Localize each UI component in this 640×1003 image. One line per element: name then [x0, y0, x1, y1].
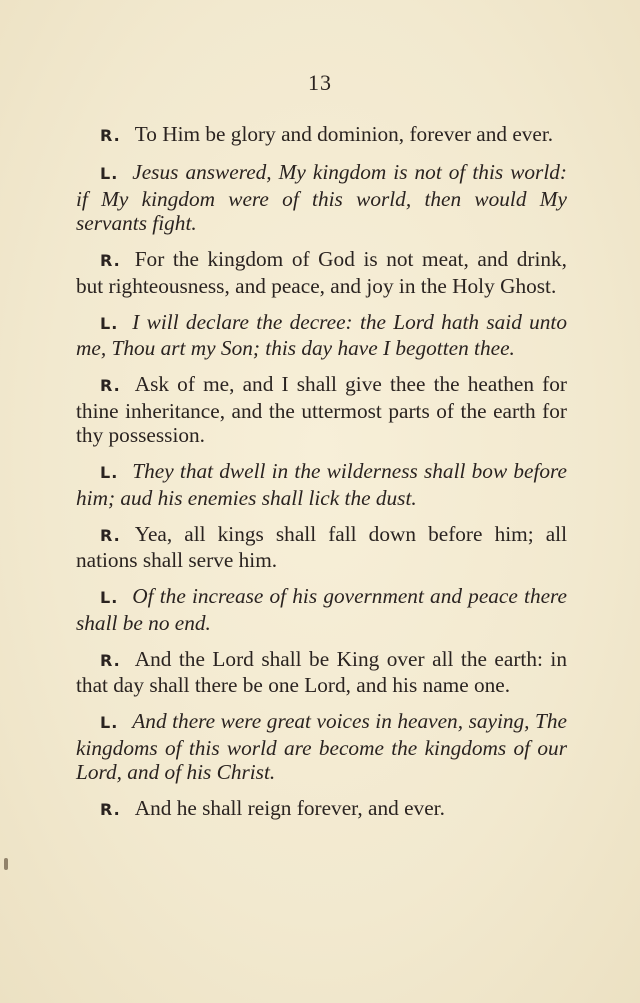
- verse-text: And the Lord shall be King over all the earth: in that day shall there be one Lord, and his name one.: [76, 646, 567, 697]
- verse-7: [76, 522, 567, 573]
- speaker-label: L.: [100, 164, 119, 183]
- speaker-label: R.: [100, 126, 121, 145]
- verse-11: [76, 796, 567, 823]
- page-number: 13: [308, 70, 332, 95]
- verse-8: [76, 584, 567, 635]
- responsive-reading: [76, 122, 567, 834]
- speaker-label: R.: [100, 800, 121, 819]
- speaker-label: L.: [100, 463, 119, 482]
- speaker-label: R.: [100, 251, 121, 270]
- speaker-label: R.: [100, 376, 121, 395]
- verse-text: They that dwell in the wilderness shall bow before him; aud his enemies shall lick the dust.: [76, 459, 567, 510]
- speaker-label: R.: [100, 525, 121, 545]
- verse-text: And he shall reign forever, and ever.: [134, 796, 445, 820]
- verse-3: [76, 247, 567, 298]
- verse-5: [76, 372, 567, 448]
- verse-1: [76, 122, 567, 149]
- verse-text: For the kingdom of God is not meat, and drink, but righteousness, and peace, and joy in the Holy Ghost.: [76, 247, 567, 298]
- verse-9: [76, 647, 567, 698]
- verse-6: [76, 459, 567, 510]
- speaker-label: L.: [100, 713, 119, 732]
- verse-4: [76, 310, 567, 361]
- verse-text: Of the increase of his government and peace there shall be no end.: [76, 584, 567, 635]
- verse-text: Ask of me, and I shall give thee the heathen for thine inheritance, and the uttermost parts of the earth for thy possession.: [76, 372, 567, 447]
- verse-2: [76, 160, 567, 236]
- verse-10: [76, 709, 567, 785]
- verse-text: To Him be glory and dominion, forever and ever.: [134, 122, 554, 146]
- speaker-label: L.: [100, 313, 119, 333]
- speaker-label: L.: [100, 588, 119, 607]
- verse-text: I will declare the decree: the Lord hath said unto me, Thou art my Son; this day have I begotten thee.: [76, 309, 567, 360]
- verse-text: Jesus answered, My kingdom is not of this world: if My kingdom were of this world, then would My servants fight.: [76, 160, 567, 235]
- page-edge-mark: [4, 858, 8, 870]
- verse-text: Yea, all kings shall fall down before him; all nations shall serve him.: [76, 521, 567, 572]
- speaker-label: R.: [100, 650, 121, 670]
- verse-text: And there were great voices in heaven, saying, The kingdoms of this world are become the kingdoms of our Lord, and of his Christ.: [76, 709, 567, 784]
